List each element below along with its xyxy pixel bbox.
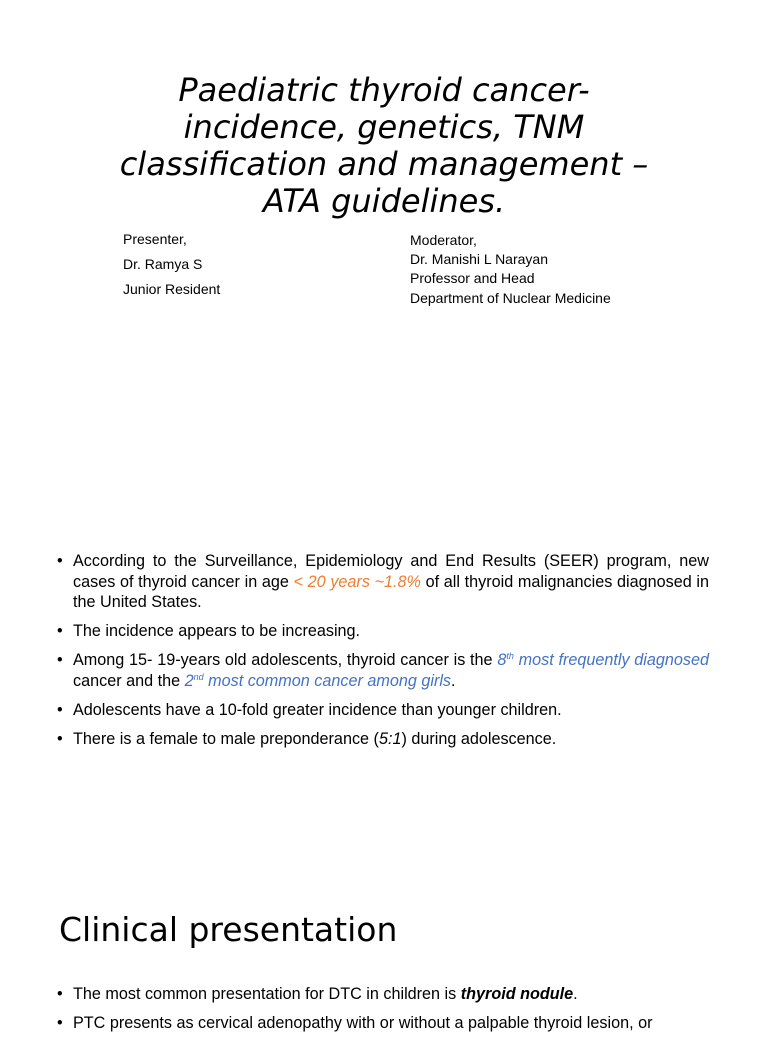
- title-slide: [0, 0, 768, 520]
- bullet-marker: •: [57, 552, 63, 570]
- presenter-label: Presenter,: [123, 231, 187, 247]
- bullet-text: According to the Surveillance, Epidemiology and End Results (SEER) program, new cases of thyroid cancer in age: [73, 552, 709, 591]
- highlight-rank-suffix: nd: [193, 671, 204, 682]
- emphasis-thyroid-nodule: thyroid nodule: [460, 985, 574, 1003]
- list-item: [57, 650, 709, 691]
- bullet-text: PTC presents as cervical adenopathy with or without a palpable thyroid lesion, or: [73, 1014, 653, 1032]
- clinical-presentation-slide: [0, 890, 768, 1032]
- list-item: [57, 621, 709, 642]
- moderator-department: Department of Nuclear Medicine: [410, 289, 611, 306]
- highlight-rank-number: 8: [497, 651, 507, 669]
- bullet-marker: •: [57, 651, 63, 669]
- highlight-rank-number: 2: [184, 671, 194, 690]
- bullet-text: of all thyroid malignancies diagnosed in the United States.: [73, 572, 709, 611]
- moderator-block: [410, 231, 611, 308]
- bullet-text: ) during adolescence.: [401, 729, 557, 748]
- slide-title: Paediatric thyroid cancer- incidence, genetics, TNM classification and management – ATA guidelines.: [119, 71, 649, 220]
- bullet-text: .: [451, 671, 456, 690]
- list-item: [57, 551, 709, 613]
- incidence-bullet-list: [57, 551, 709, 758]
- bullet-text: cancer and the: [73, 671, 185, 690]
- presenter-block: [123, 229, 220, 304]
- sex-ratio: 5:1: [378, 729, 402, 748]
- highlight-age-incidence: < 20 years ~1.8%: [293, 572, 421, 591]
- list-item: [57, 729, 709, 750]
- list-item: [57, 1013, 709, 1034]
- bullet-text: Among 15- 19-years old adolescents, thyroid cancer is the: [73, 651, 498, 669]
- highlight-rank-suffix: th: [506, 651, 514, 661]
- bullet-marker: •: [57, 729, 63, 748]
- highlight-most-frequent: most frequently diagnosed: [513, 651, 710, 669]
- list-item: [57, 700, 709, 721]
- list-item: [57, 984, 709, 1005]
- bullet-marker: •: [57, 985, 63, 1003]
- bullet-text: The incidence appears to be increasing.: [73, 622, 361, 640]
- bullet-text: .: [573, 985, 578, 1003]
- bullet-text: There is a female to male preponderance (: [73, 729, 379, 748]
- bullet-text: The most common presentation for DTC in children is: [73, 985, 461, 1003]
- highlight-most-common-girls: most common cancer among girls: [203, 671, 452, 690]
- incidence-slide: [0, 520, 768, 890]
- presenter-role: Junior Resident: [123, 281, 221, 297]
- bullet-marker: •: [57, 1014, 63, 1032]
- bullet-text: Adolescents have a 10-fold greater incidence than younger children.: [73, 700, 562, 719]
- moderator-role: Professor and Head: [410, 270, 535, 287]
- bullet-marker: •: [57, 700, 63, 719]
- moderator-label: Moderator,: [410, 232, 477, 248]
- presenter-name: Dr. Ramya S: [123, 256, 203, 272]
- clinical-bullet-list: [57, 984, 709, 1042]
- slide-heading: Clinical presentation: [59, 910, 398, 949]
- bullet-marker: •: [57, 622, 63, 640]
- moderator-name: Dr. Manishi L Narayan: [410, 251, 548, 268]
